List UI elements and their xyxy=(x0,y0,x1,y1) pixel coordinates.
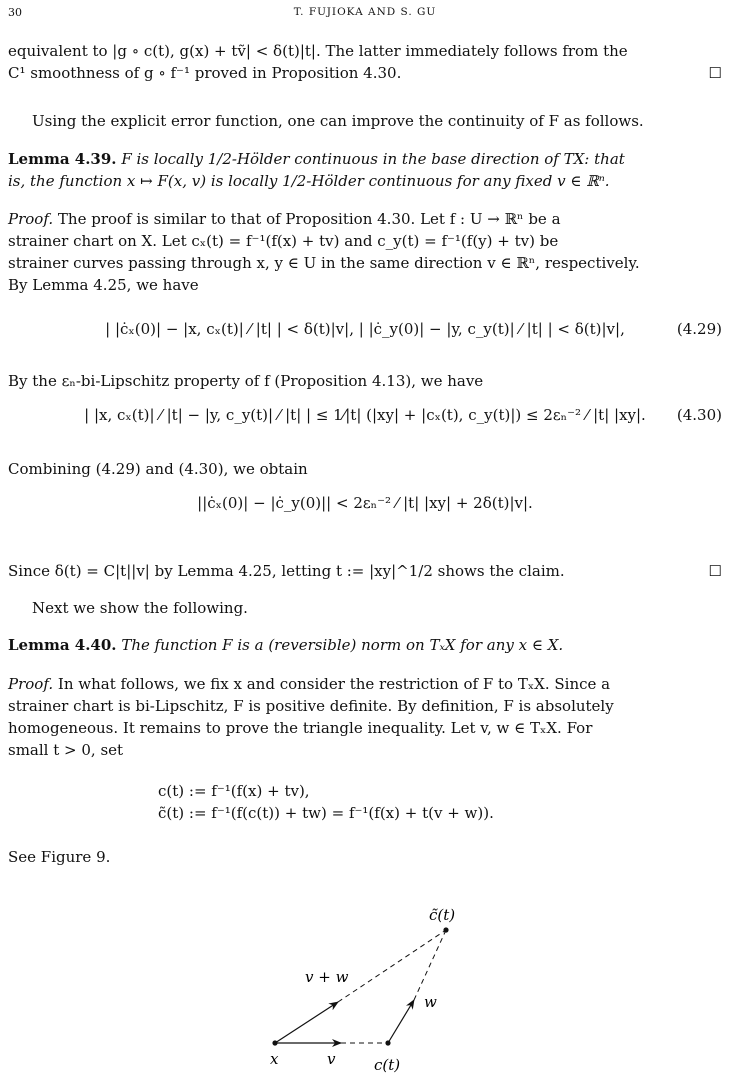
text-line xyxy=(8,673,722,695)
equation-4-29 xyxy=(8,308,722,358)
label-x: x xyxy=(270,1050,279,1068)
text-fragment: In what follows, we fix x and consider the restriction of F to TₓX. Since a xyxy=(57,675,611,693)
lemma-text: F is locally 1/2-Hölder continuous in the base direction of TX: that xyxy=(121,150,625,168)
text-fragment: Since δ(t) = C|t||v| by Lemma 4.25, letting t := |xy|^1/2 shows the claim. xyxy=(8,562,565,580)
proof-label: Proof. xyxy=(8,210,54,228)
proof-label: Proof. xyxy=(8,675,54,693)
equation-number: (4.29) xyxy=(676,320,722,338)
lemma-text: is, the function x ↦ F(x, v) is locally 1/2-Hölder continuous for any fixed v ∈ ℝⁿ. xyxy=(8,172,610,190)
equation-4-30 xyxy=(8,394,722,444)
equation-body: | |ċₓ(0)| − |x, cₓ(t)| ⁄ |t| | < δ(t)|v|, | |ċ_y(0)| − |y, c_y(t)| ⁄ |t| | < δ(t)|v|, xyxy=(105,320,625,338)
label-ct: c(t) xyxy=(374,1056,401,1074)
text-line: strainer curves passing through x, y ∈ U in the same direction v ∈ ℝⁿ, respectively. xyxy=(8,254,640,272)
equation-definitions xyxy=(148,780,708,824)
equation-line: c̃(t) := f⁻¹(f(c(t)) + tw) = f⁻¹(f(x) + t(v + w)). xyxy=(158,804,494,822)
proof-lemma-4-40 xyxy=(8,673,722,761)
text-line xyxy=(8,148,722,170)
page-header xyxy=(8,6,722,24)
equation-combined xyxy=(8,482,722,532)
figure-9 xyxy=(8,890,722,1076)
page-number: 30 xyxy=(8,6,22,19)
text-line: small t > 0, set xyxy=(8,741,124,759)
equation-body: ||ċₓ(0)| − |ċ_y(0)|| < 2εₙ⁻² ⁄ |t| |xy| + 2δ(t)|v|. xyxy=(197,494,533,512)
lemma-text: The function F is a (reversible) norm on TₓX for any x ∈ X. xyxy=(121,636,564,654)
lemma-4-39 xyxy=(8,148,722,192)
proof-lemma-4-39 xyxy=(8,208,722,296)
text-line xyxy=(8,208,722,230)
label-w: w xyxy=(424,993,437,1011)
paragraph-next: Next we show the following. xyxy=(32,599,248,617)
arrow-w xyxy=(388,1000,414,1043)
text-line: homogeneous. It remains to prove the triangle inequality. Let v, w ∈ TₓX. For xyxy=(8,719,593,737)
paragraph-error-function: Using the explicit error function, one can improve the continuity of F as follows. xyxy=(32,112,644,130)
text-line: By Lemma 4.25, we have xyxy=(8,276,199,294)
text-line: strainer chart on X. Let cₓ(t) = f⁻¹(f(x) + tv) and c_y(t) = f⁻¹(f(y) + tv) be xyxy=(8,232,559,250)
text-line xyxy=(8,62,722,84)
lemma-label: Lemma 4.39. xyxy=(8,150,117,168)
point-x xyxy=(272,1040,277,1045)
running-head: T. FUJIOKA AND S. GU xyxy=(293,6,437,18)
paragraph-combining: Combining (4.29) and (4.30), we obtain xyxy=(8,460,308,478)
text-fragment: C¹ smoothness of g ∘ f⁻¹ proved in Proposition 4.30. xyxy=(8,64,402,82)
equation-number: (4.30) xyxy=(676,406,722,424)
text-line: strainer chart is bi-Lipschitz, F is positive definite. By definition, F is absolutely xyxy=(8,697,614,715)
point-ct xyxy=(385,1040,390,1045)
paragraph-equivalent xyxy=(8,40,722,84)
label-v: v xyxy=(327,1050,336,1068)
text-fragment: The proof is similar to that of Proposition 4.30. Let f : U → ℝⁿ be a xyxy=(57,210,561,228)
label-ctilde: c̃(t) xyxy=(429,906,456,924)
paper-page xyxy=(8,0,722,1078)
lemma-label: Lemma 4.40. xyxy=(8,636,117,654)
paragraph-since xyxy=(8,560,722,582)
qed-symbol: ☐ xyxy=(708,562,722,580)
qed-symbol: ☐ xyxy=(708,64,722,82)
text-line: equivalent to |g ∘ c(t), g(x) + tṽ| < δ(t)|t|. The latter immediately follows from the xyxy=(8,42,628,60)
arrow-v-plus-w xyxy=(275,1002,338,1043)
equation-body: | |x, cₓ(t)| ⁄ |t| − |y, c_y(t)| ⁄ |t| | ≤ 1⁄|t| (|xy| + |cₓ(t), c_y(t)|) ≤ 2εₙ⁻² ⁄ |t| |xy|. xyxy=(84,406,646,424)
equation-line: c(t) := f⁻¹(f(x) + tv), xyxy=(158,782,310,800)
point-ctilde xyxy=(443,927,448,932)
label-v-plus-w: v + w xyxy=(305,968,349,986)
paragraph-bilipschitz: By the εₙ-bi-Lipschitz property of f (Proposition 4.13), we have xyxy=(8,372,484,390)
paragraph-see-figure: See Figure 9. xyxy=(8,848,111,866)
lemma-4-40 xyxy=(8,634,722,656)
